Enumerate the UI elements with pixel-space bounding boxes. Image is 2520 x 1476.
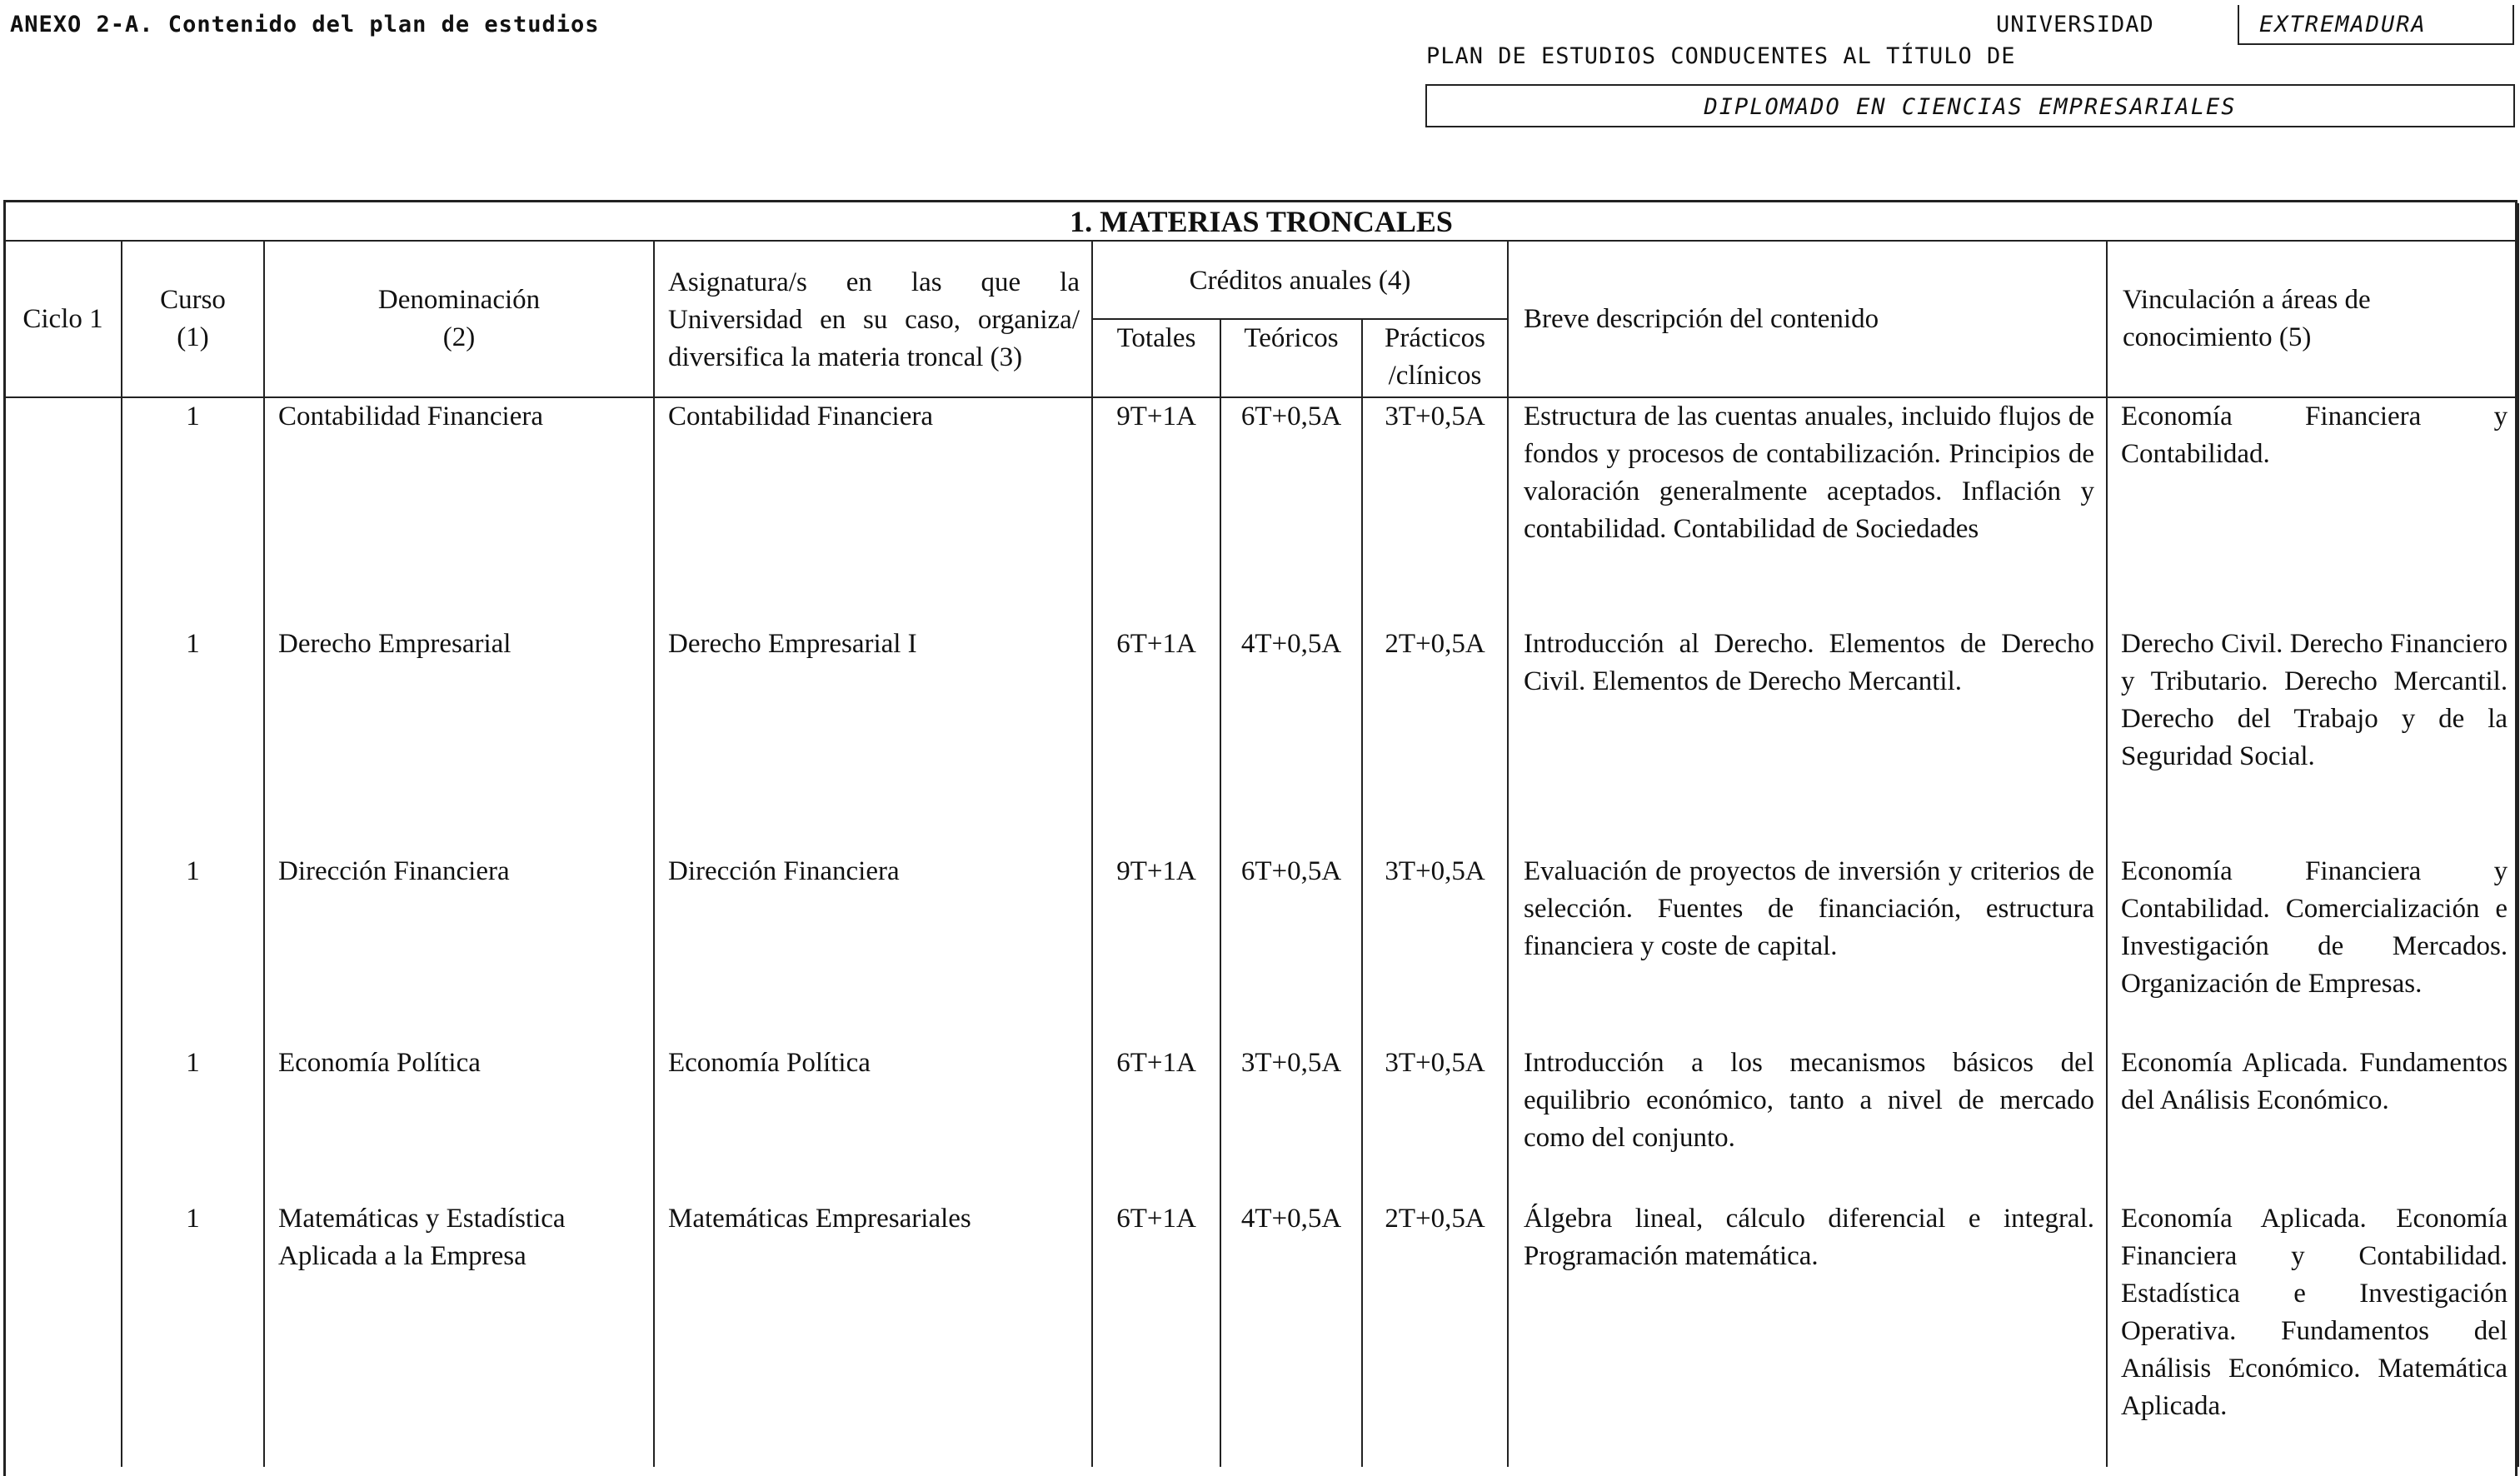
col-header-descripcion: Breve descripción del contenido	[1508, 241, 2107, 397]
cell-descripcion: Evaluación de proyectos de inversión y criterios de selección. Fuentes de financiación, estructura financiera y coste de capital.	[1508, 853, 2107, 1045]
cell-practicos: 3T+0,5A	[1362, 397, 1508, 626]
cell-practicos: 2T+0,5A	[1362, 626, 1508, 853]
col-header-totales: Totales	[1092, 319, 1220, 397]
table-row	[4, 626, 2518, 853]
table-row	[4, 853, 2518, 1045]
cell-descripcion: Introducción al Derecho. Elementos de Derecho Civil. Elementos de Derecho Mercantil.	[1508, 626, 2107, 853]
cell-denominacion: Derecho Empresarial	[264, 626, 654, 853]
cell-practicos: 2T+0,5A	[1362, 1200, 1508, 1467]
cell-ciclo	[4, 853, 122, 1045]
cell-descripcion: Álgebra lineal, cálculo diferencial e integral. Programación matemática.	[1508, 1200, 2107, 1467]
cell-curso: 1	[122, 397, 264, 626]
cell-vinculacion: Economía Financiera y Contabilidad.	[2107, 397, 2518, 626]
table-row	[4, 1200, 2518, 1467]
annex-title: ANEXO 2-A. Contenido del plan de estudios	[10, 12, 600, 37]
cell-totales: 6T+1A	[1092, 626, 1220, 853]
cell-teoricos: 6T+0,5A	[1220, 397, 1362, 626]
cell-curso: 1	[122, 626, 264, 853]
cell-vinculacion: Derecho Civil. Derecho Financiero y Tributario. Derecho Mercantil. Derecho del Trabajo y de la Seguridad Social.	[2107, 626, 2518, 853]
degree-box	[1425, 84, 2515, 127]
degree-value: DIPLOMADO EN CIENCIAS EMPRESARIALES	[1704, 94, 2237, 120]
curriculum-table	[3, 203, 2519, 1467]
cell-asignatura: Matemáticas Empresariales	[654, 1200, 1092, 1467]
cell-ciclo	[4, 397, 122, 626]
cell-vinculacion: Economía Financiera y Contabilidad. Comercialización e Investigación de Mercados. Organización de Empresas.	[2107, 853, 2518, 1045]
cell-asignatura: Contabilidad Financiera	[654, 397, 1092, 626]
col-header-practicos: Prácticos /clínicos	[1362, 319, 1508, 397]
cell-curso: 1	[122, 1045, 264, 1200]
cell-teoricos: 4T+0,5A	[1220, 1200, 1362, 1467]
cell-teoricos: 3T+0,5A	[1220, 1045, 1362, 1200]
cell-ciclo	[4, 626, 122, 853]
col-header-vinculacion: Vinculación a áreas de conocimiento (5)	[2107, 241, 2518, 397]
plan-label: PLAN DE ESTUDIOS CONDUCENTES AL TÍTULO DE	[1426, 43, 2016, 69]
cell-totales: 9T+1A	[1092, 397, 1220, 626]
cell-ciclo	[4, 1200, 122, 1467]
cell-totales: 6T+1A	[1092, 1045, 1220, 1200]
cell-denominacion: Contabilidad Financiera	[264, 397, 654, 626]
col-header-teoricos: Teóricos	[1220, 319, 1362, 397]
col-header-curso: Curso (1)	[122, 241, 264, 397]
cell-descripcion: Introducción a los mecanismos básicos del equilibrio económico, tanto a nivel de mercado como del conjunto.	[1508, 1045, 2107, 1200]
cell-teoricos: 4T+0,5A	[1220, 626, 1362, 853]
cell-teoricos: 6T+0,5A	[1220, 853, 1362, 1045]
table-row	[4, 397, 2518, 626]
section-title: 1. MATERIAS TRONCALES	[4, 203, 2518, 241]
cell-practicos: 3T+0,5A	[1362, 1045, 1508, 1200]
table-row	[4, 1045, 2518, 1200]
university-box	[2238, 5, 2514, 45]
cell-vinculacion: Economía Aplicada. Fundamentos del Análisis Económico.	[2107, 1045, 2518, 1200]
col-header-creditos: Créditos anuales (4)	[1092, 241, 1508, 319]
cell-totales: 6T+1A	[1092, 1200, 1220, 1467]
cell-denominacion: Dirección Financiera	[264, 853, 654, 1045]
cell-practicos: 3T+0,5A	[1362, 853, 1508, 1045]
cell-curso: 1	[122, 1200, 264, 1467]
cell-asignatura: Derecho Empresarial I	[654, 626, 1092, 853]
cell-asignatura: Economía Política	[654, 1045, 1092, 1200]
cell-denominacion: Matemáticas y Estadística Aplicada a la Empresa	[264, 1200, 654, 1467]
cell-asignatura: Dirección Financiera	[654, 853, 1092, 1045]
col-header-ciclo: Ciclo 1	[4, 241, 122, 397]
cell-descripcion: Estructura de las cuentas anuales, incluido flujos de fondos y procesos de contabilización. Principios de valoración generalmente aceptados. Inflación y contabilidad. Contabilidad de Sociedades	[1508, 397, 2107, 626]
cell-vinculacion: Economía Aplicada. Economía Financiera y Contabilidad. Estadística e Investigación Operativa. Fundamentos del Análisis Económico. Matemática Aplicada.	[2107, 1200, 2518, 1467]
cell-ciclo	[4, 1045, 122, 1200]
university-value: EXTREMADURA	[2259, 12, 2427, 37]
cell-curso: 1	[122, 853, 264, 1045]
col-header-asignaturas: Asignatura/s en las que la Universidad en su caso, organiza/ diversifica la materia troncal (3)	[654, 241, 1092, 397]
cell-totales: 9T+1A	[1092, 853, 1220, 1045]
cell-denominacion: Economía Política	[264, 1045, 654, 1200]
university-label: UNIVERSIDAD	[1996, 12, 2154, 37]
col-header-denominacion: Denominación (2)	[264, 241, 654, 397]
